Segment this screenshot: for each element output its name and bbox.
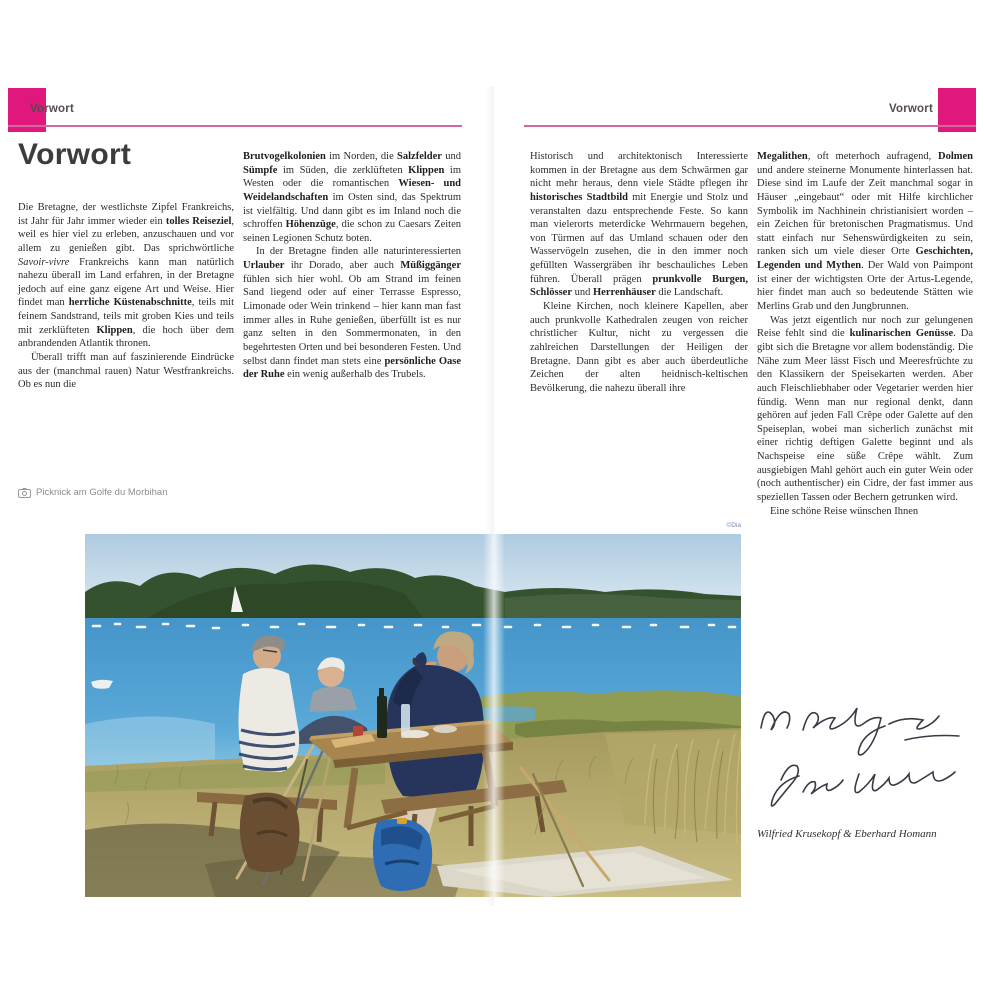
header-rule-left: [8, 125, 462, 127]
paragraph: Was jetzt eigentlich nur noch zur gelungenen Reise fehlt sind die kulinarischen Genüsse. Da gibt sich die Bretagne vor allem bodenständig. Die Nähe zum Meer lässt Fisch und Meeresfrüchte zu den Klassikern der Speisekarten werden. Aber auch Fleischliebhaber oder Vegetarier werden hier fündig. Wenn man nur regional denkt, dann gehören auf jeden Fall Crêpe oder Galette auf den Speiseplan, wobei man sicherlich zunächst mit einer richtig deftigen Galette beginnt und als Nachspeise eine süße Crêpe wählt. Zum ausgiebigen Mahl gehört auch ein guter Wein oder (noch authentischer) ein Cidre, der fast immer aus speziellen Tassen oder Bechern getrunken wird.: [757, 314, 973, 504]
photo-caption-text: Picknick am Golfe du Morbihan: [36, 487, 168, 498]
authors-line: Wilfried Krusekopf & Eberhard Homann: [757, 828, 937, 840]
text-column-right-1: [530, 150, 748, 396]
picnic-photo: [85, 534, 741, 897]
running-head-right: Vorwort: [889, 103, 933, 115]
signature-1: [761, 708, 959, 755]
text-column-left-1: [18, 201, 234, 392]
closing-line: Eine schöne Reise wünschen Ihnen: [770, 505, 919, 517]
paragraph: Kleine Kirchen, noch kleinere Kapellen, aber auch prunkvolle Kathedralen zeugen von reicher christlicher Kultur, nicht zu vergessen die zahlreichen Darstellungen der Heiligen der Bretagne. Dann gibt es aber auch überdeutliche Zeichen der alten heidnisch-keltischen Bevölkerung, die nahezu überall ihre: [530, 301, 748, 394]
paragraph: Historisch und architektonisch Interessierte kommen in der Bretagne aus dem Schwärmen gar nicht mehr heraus, denn viele Städte pflegen ihr historisches Stadtbild mit Energie und Stolz und veranstalten dazu entsprechende Feste. So kann man vielerorts meterdicke Wehrmauern begehen, von Türmen auf das Umland schauen oder den Wasservögeln zusehen, die in den immer noch gefüllten Wassergräben ihr beschauliches Leben führen. Überall prägen prunkvolle Burgen, Schlösser und Herrenhäuser die Landschaft.: [530, 151, 749, 299]
paragraph: In der Bretagne finden alle naturinteressierten Urlauber ihr Dorado, aber auch Müßiggänger fühlen sich hier wohl. Ob am Strand im feinen Sand liegend oder auf einer Terrasse Espresso, Limonade oder Wein trinkend – hier kann man fast immer alles in Ruhe genießen, überfüllt ist es nur ganz selten in den Sommermonaten, in den begehrtesten Orten und bei besonderen Festen. Und selbst dann findet man stets eine persönliche Oase der Ruhe ein wenig außerhalb des Trubels.: [243, 246, 461, 381]
blue-backpack: [373, 818, 432, 891]
photo-credit: ©Dia: [726, 522, 741, 529]
paragraph: Überall trifft man auf faszinierende Eindrücke aus der (manchmal rauen) Natur Westfrankreichs. Ob es nun die: [18, 352, 234, 391]
page-title: Vorwort: [18, 138, 132, 171]
author-signatures: [755, 688, 975, 820]
brown-backpack: [240, 793, 300, 873]
signature-2: [771, 765, 955, 806]
paragraph: Brutvogelkolonien im Norden, die Salzfelder und Sümpfe im Süden, die zerklüfteten Klippen im Westen oder die romantischen Wiesen- und Weidelandschaften im Osten sind, das Spektrum ist vielfältig. Und dann gibt es im Inland noch die schroffen Höhenzüge, die schon zu Caesars Zeiten seinen Legionen Schutz boten.: [243, 151, 461, 244]
paragraph: Megalithen, oft meterhoch aufragend, Dolmen und andere steinerne Monumente hinterlassen hat. Diese sind im Laufe der Zeit manchmal sogar in Häuser „eingebaut“ oder mit Hilfe kirchlicher Symbolik im Nachhinein christianisiert worden – ein Zeichen für bretonischen Pragmatismus. Und statt einfach nur Sehenswürdigkeiten zu sein, ranken sich um viele dieser Orte Geschichten, Legenden und Mythen. Der Wald von Paimpont ist einer der wichtigsten Orte der Artus-Legende, hier findet man auch so bedeutende Stätten wie Merlins Grab und den Jungbrunnen.: [757, 151, 973, 313]
camera-icon: [18, 488, 31, 498]
text-column-right-2: [757, 150, 973, 518]
header-rule-right: [524, 125, 976, 127]
picnic-photo-illustration: [85, 534, 741, 897]
paragraph: Die Bretagne, der westlichste Zipfel Frankreichs, ist Jahr für Jahr immer wieder ein tolles Reiseziel, weil es hier viel zu erleben, anzuschauen und vor allem zu genießen gibt. Das sprichwörtliche Savoir-vivre Frankreichs kann man natürlich nahezu überall im Land erfahren, in der Bretagne jedoch auf eine ganz eigene Art und Weise. Hier findet man herrliche Küstenabschnitte, teils mit feinem Sandstrand, teils mit groben Kies und teils mit zerklüfteten Klippen, die hoch über dem anbrandenden Atlantik thronen.: [18, 202, 235, 350]
running-head-left: Vorwort: [30, 103, 74, 115]
photo-caption: [18, 487, 167, 498]
text-column-left-2: [243, 150, 461, 382]
